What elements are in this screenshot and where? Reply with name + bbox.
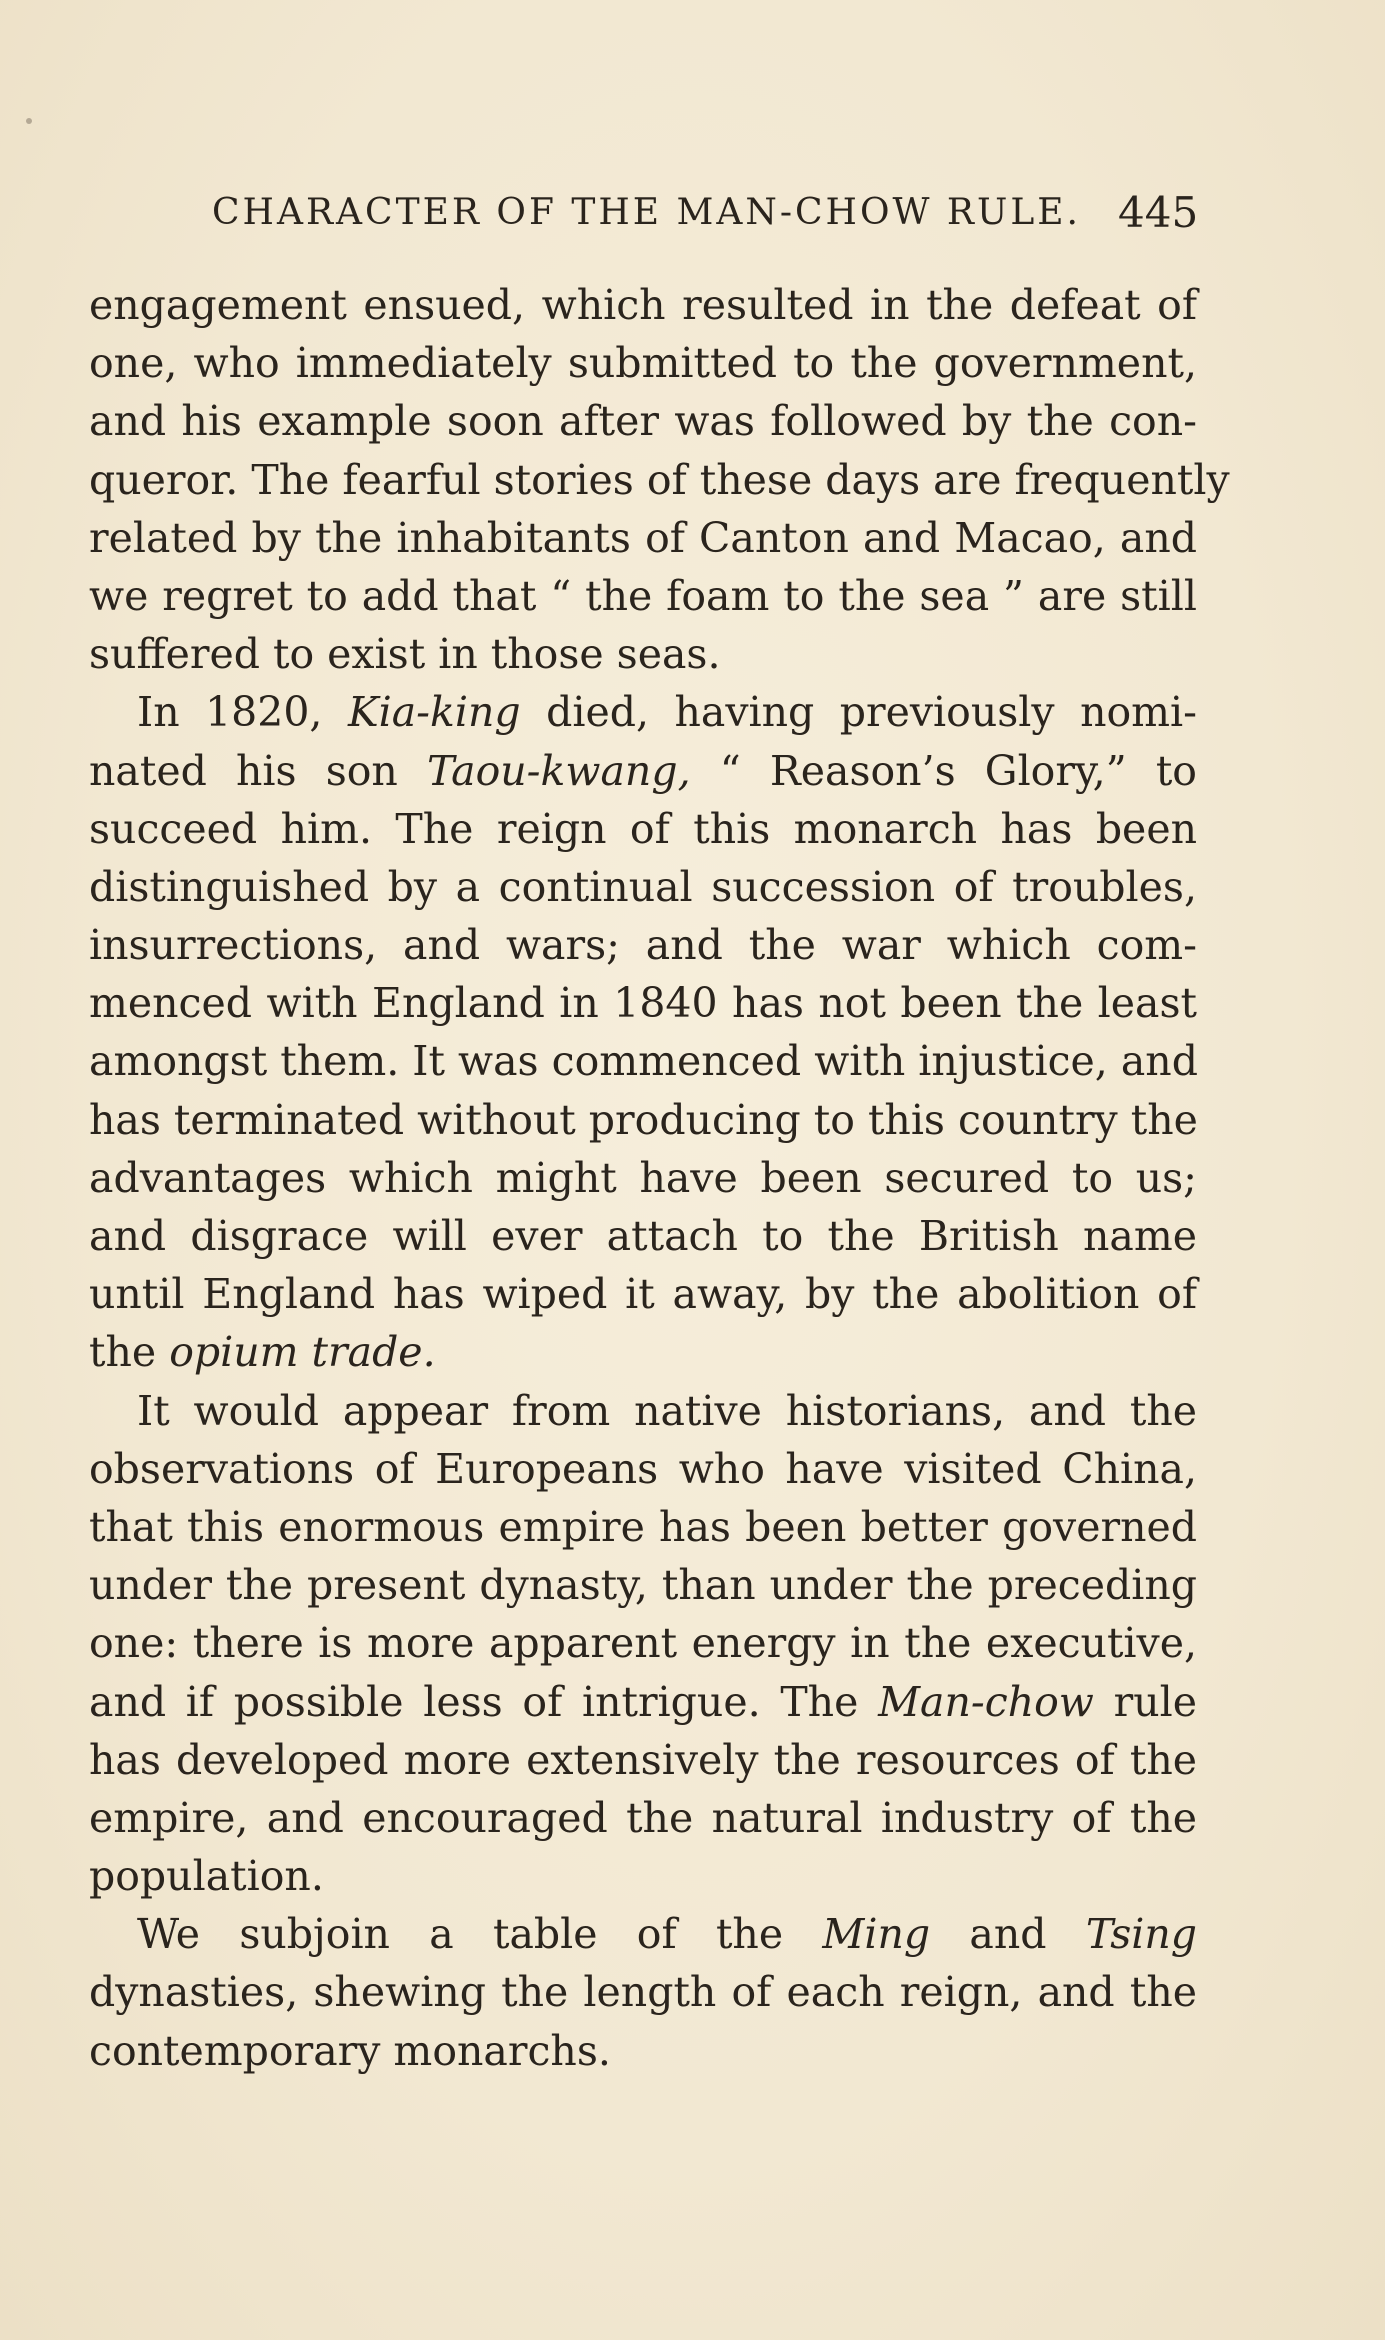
italic-name: Tsing xyxy=(1085,1910,1197,1959)
paper-speck xyxy=(26,118,32,124)
text-line: population. xyxy=(89,1852,324,1901)
text-line: contemporary monarchs. xyxy=(89,2026,611,2075)
italic-name: Taou-kwang, xyxy=(426,746,691,795)
text-line: dynasties, shewing the length of each reign, and the xyxy=(89,1968,1197,2017)
running-title: CHARACTER OF THE MAN-CHOW RULE. xyxy=(212,192,1081,233)
text-line: insurrections, and wars; and the war which com- xyxy=(89,921,1197,970)
text-line: amongst them. It was commenced with injustice, and xyxy=(89,1037,1198,1086)
text-line: has developed more extensively the resources of the xyxy=(89,1735,1197,1784)
text-line: In 1820, Kia-king died, having previously nomi- xyxy=(137,688,1197,737)
text-line: one: there is more apparent energy in the executive, xyxy=(89,1619,1197,1668)
text-line: has terminated without producing to this country the xyxy=(89,1095,1198,1144)
text-line: that this enormous empire has been better governed xyxy=(89,1502,1197,1551)
italic-phrase: opium trade. xyxy=(169,1328,436,1377)
text-line: nated his son Taou-kwang, “ Reason’s Glory,” to xyxy=(89,746,1197,795)
text-line: menced with England in 1840 has not been the least xyxy=(89,979,1197,1028)
text-line: engagement ensued, which resulted in the defeat of xyxy=(89,281,1197,329)
text-line: the opium trade. xyxy=(89,1328,436,1377)
text-line: under the present dynasty, than under the preceding xyxy=(89,1561,1197,1610)
italic-name: Kia-king xyxy=(347,688,521,737)
text-line: succeed him. The reign of this monarch has been xyxy=(89,804,1197,853)
text-line: distinguished by a continual succession of troubles, xyxy=(89,862,1197,911)
running-head xyxy=(0,183,1385,243)
text-line: one, who immediately submitted to the government, xyxy=(89,339,1197,388)
text-line: until England has wiped it away, by the abolition of xyxy=(89,1270,1197,1319)
italic-name: Ming xyxy=(822,1910,931,1959)
text-line: advantages which might have been secured to us; xyxy=(89,1153,1197,1202)
text-line: suffered to exist in those seas. xyxy=(89,630,721,679)
text-line: and his example soon after was followed by the con- xyxy=(89,397,1197,446)
body-text xyxy=(89,276,1230,2080)
page-number: 445 xyxy=(1118,188,1199,237)
text-line: empire, and encouraged the natural industry of the xyxy=(89,1793,1197,1842)
text-line: and disgrace will ever attach to the British name xyxy=(89,1212,1197,1260)
text-line: related by the inhabitants of Canton and Macao, and xyxy=(89,513,1197,562)
text-line: and if possible less of intrigue. The Man-chow rule xyxy=(89,1677,1197,1726)
text-line: We subjoin a table of the Ming and Tsing xyxy=(137,1910,1197,1959)
text-line: queror. The fearful stories of these days are frequently xyxy=(89,455,1230,504)
italic-name: Man-chow xyxy=(878,1677,1094,1726)
text-line: It would appear from native historians, and the xyxy=(137,1386,1197,1435)
text-line: we regret to add that “ the foam to the sea ” are still xyxy=(89,571,1197,620)
text-line: observations of Europeans who have visited China, xyxy=(89,1444,1197,1493)
